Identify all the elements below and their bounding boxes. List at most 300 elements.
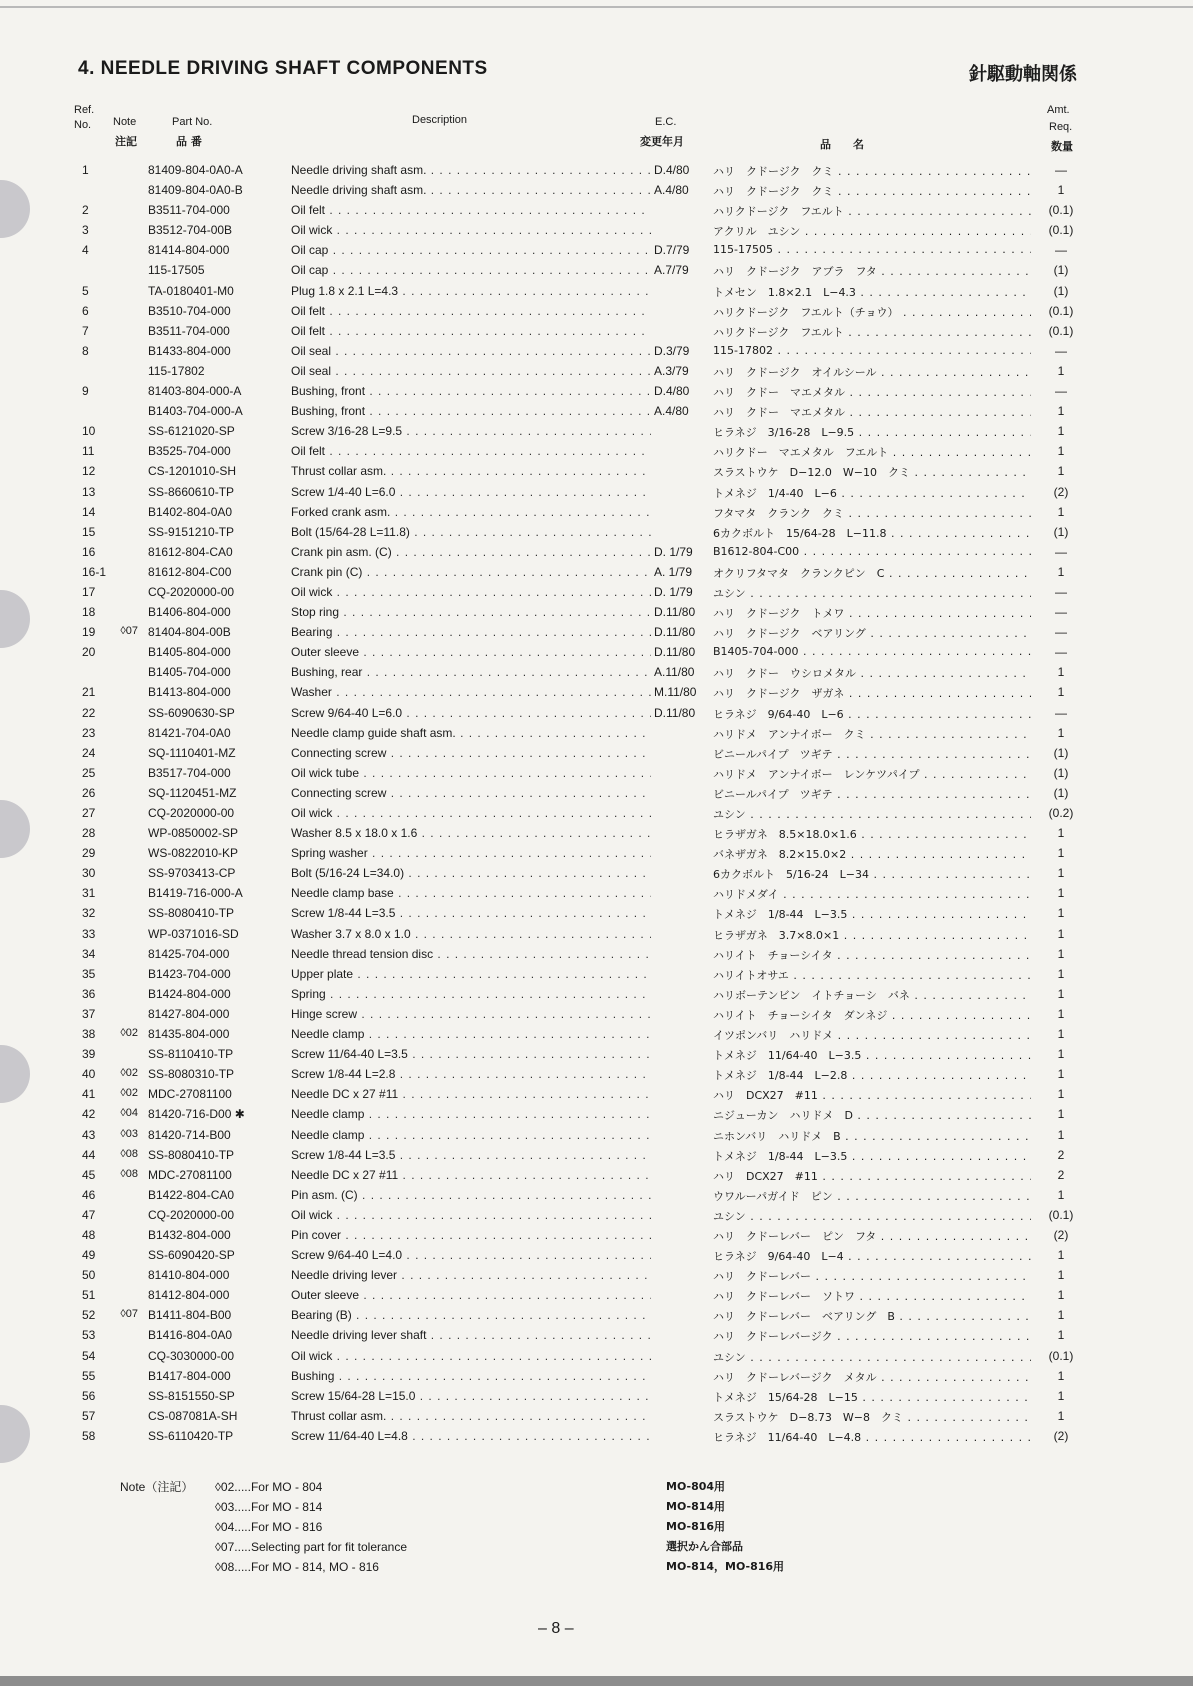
name-jp: 115-17505 . . . — [713, 243, 1031, 256]
ref-number: 37 — [82, 1006, 96, 1021]
note-marker: ◊03 — [120, 1127, 138, 1140]
amount-required: (1) — [1053, 524, 1069, 539]
description: Bolt (5/16-24 L=34.0) . . . — [291, 866, 651, 880]
amount-required: 1 — [1057, 363, 1065, 378]
ref-number: 46 — [82, 1187, 96, 1202]
part-number: B3510-704-000 — [148, 303, 231, 318]
ref-number: 25 — [82, 765, 96, 780]
part-number: CS-087081A-SH — [148, 1408, 238, 1423]
table-row — [0, 803, 1193, 823]
amount-required: 1 — [1057, 725, 1065, 740]
ref-number: 15 — [82, 524, 96, 539]
note-marker: ◊08 — [120, 1147, 138, 1160]
part-number: CQ-3030000-00 — [148, 1348, 235, 1363]
amount-required: — — [1055, 343, 1067, 358]
description: Oil felt . . . — [291, 304, 651, 318]
name-jp: ハリ クドージク クミ . . . — [713, 183, 1031, 199]
table-row — [0, 1185, 1193, 1205]
note-marker: ◊08 — [120, 1167, 138, 1180]
ec-date: D.11/80 — [654, 645, 696, 660]
ref-number: 20 — [82, 645, 96, 660]
amount-required: 1 — [1057, 1268, 1065, 1283]
table-row — [0, 482, 1193, 502]
name-jp: ビニールパイプ ツギテ . . . — [713, 746, 1031, 762]
table-row — [0, 984, 1193, 1004]
name-jp: ニホンバリ ハリドメ B . . . — [713, 1128, 1031, 1144]
table-row — [0, 1245, 1193, 1265]
note-item-jp: MO-816用 — [666, 1520, 726, 1533]
amount-required: — — [1055, 243, 1067, 258]
ref-number: 55 — [82, 1368, 96, 1383]
part-number: 81410-804-000 — [148, 1268, 230, 1283]
amount-required: 1 — [1057, 424, 1065, 439]
description: Bushing, rear . . . — [291, 665, 651, 679]
note-item-jp: 選択かん合部品 — [666, 1540, 743, 1553]
table-row — [0, 441, 1193, 461]
amount-required: 2 — [1057, 1167, 1065, 1182]
table-row — [0, 1044, 1193, 1064]
part-number: SS-6090420-SP — [148, 1248, 235, 1263]
part-number: 81425-704-000 — [148, 946, 230, 961]
name-jp: ハリイト チョーシイタ ダンネジ . . . — [713, 1007, 1031, 1023]
part-number: MDC-27081100 — [148, 1167, 232, 1182]
amount-required: 1 — [1057, 1047, 1065, 1062]
part-number: SS-9151210-TP — [148, 524, 235, 539]
description: Screw 1/8-44 L=3.5 . . . — [291, 1148, 651, 1162]
name-jp: ヒラネジ 3/16-28 L−9.5 . . . — [713, 424, 1031, 440]
amount-required: (1) — [1053, 283, 1069, 298]
bottom-edge-band — [0, 1676, 1193, 1686]
table-row — [0, 1225, 1193, 1245]
table-row — [0, 562, 1193, 582]
ref-number: 5 — [82, 283, 89, 298]
amount-required: (0.1) — [1048, 303, 1074, 318]
name-jp: ハリ DCX27 #11 . . . — [713, 1168, 1031, 1184]
table-row — [0, 1285, 1193, 1305]
part-number: SS-9703413-CP — [148, 866, 236, 881]
table-row — [0, 401, 1193, 421]
amount-required: 1 — [1057, 564, 1065, 579]
amount-required: (2) — [1053, 1428, 1069, 1443]
table-row — [0, 421, 1193, 441]
name-jp: ハリ クドージク クミ . . . — [713, 163, 1031, 179]
amount-required: (0.1) — [1048, 1207, 1074, 1222]
ref-number: 1 — [82, 163, 89, 177]
name-jp: ハリ クドージク オイルシール . . . — [713, 364, 1031, 380]
description: Bushing . . . — [291, 1369, 651, 1383]
amount-required: 1 — [1057, 183, 1065, 198]
amount-required: — — [1055, 645, 1067, 660]
description: Screw 1/8-44 L=3.5 . . . — [291, 906, 651, 920]
part-number: SS-8080410-TP — [148, 1147, 235, 1162]
part-number: 81420-716-D00 ✱ — [148, 1107, 245, 1122]
table-row — [0, 1265, 1193, 1285]
part-number: SS-6110420-TP — [148, 1428, 234, 1443]
part-number: B1417-804-000 — [148, 1368, 231, 1383]
name-jp: フタマタ クランク クミ . . . — [713, 505, 1031, 521]
name-jp: オクリフタマタ クランクピン C . . . — [713, 565, 1031, 581]
ref-number: 33 — [82, 926, 96, 941]
part-number: 81612-804-C00 — [148, 564, 232, 579]
ec-date: D.3/79 — [654, 343, 690, 358]
amount-required: 1 — [1057, 504, 1065, 519]
name-jp: トメネジ 1/8-44 L−3.5 . . . — [713, 1148, 1031, 1164]
description: Connecting screw . . . — [291, 786, 651, 800]
part-number: MDC-27081100 — [148, 1087, 232, 1102]
note-item-jp: MO-814，MO-816用 — [666, 1560, 785, 1573]
ec-date: D.11/80 — [654, 705, 696, 720]
table-row — [0, 1205, 1193, 1225]
table-row — [0, 743, 1193, 763]
table-row — [0, 260, 1193, 280]
name-jp: ハリ クドーレバー ピン フタ . . . — [713, 1228, 1031, 1244]
description: Oil wick . . . — [291, 1349, 651, 1363]
ref-number: 36 — [82, 986, 96, 1001]
table-row — [0, 944, 1193, 964]
ref-number: 11 — [82, 444, 95, 459]
name-jp: トメネジ 1/4-40 L−6 . . . — [713, 485, 1031, 501]
part-number: B3517-704-000 — [148, 765, 231, 780]
description: Spring . . . — [291, 987, 651, 1001]
amount-required: 1 — [1057, 685, 1065, 700]
ref-number: 57 — [82, 1408, 96, 1423]
amount-required: — — [1055, 544, 1067, 559]
name-jp: ハリボーテンビン イトチョーシ バネ . . . — [713, 987, 1031, 1003]
ref-number: 22 — [82, 705, 96, 720]
ref-number: 2 — [82, 203, 89, 218]
ref-number: 31 — [82, 886, 96, 901]
description: Needle clamp . . . — [291, 1128, 651, 1142]
name-jp: バネザガネ 8.2×15.0×2 . . . — [713, 846, 1031, 862]
amount-required: (1) — [1053, 745, 1069, 760]
part-number: SQ-1120451-MZ — [148, 785, 237, 800]
part-number: SS-8660610-TP — [148, 484, 235, 499]
ec-date: D. 1/79 — [654, 584, 693, 599]
ref-number: 45 — [82, 1167, 96, 1182]
amount-required: 1 — [1057, 1127, 1065, 1142]
amount-required: 1 — [1057, 1388, 1065, 1403]
part-number: CS-1201010-SH — [148, 464, 237, 479]
amount-required: 1 — [1057, 1288, 1065, 1303]
part-number: B1432-804-000 — [148, 1227, 231, 1242]
parts-table — [0, 160, 1193, 1446]
ec-date: A.4/80 — [654, 404, 689, 419]
note-item: ◊04.....For MO - 816 — [215, 1520, 323, 1534]
part-number: 81409-804-0A0-B — [148, 183, 243, 198]
description: Screw 11/64-40 L=3.5 . . . — [291, 1047, 651, 1061]
part-number: B3512-704-00B — [148, 223, 233, 238]
description: Screw 1/8-44 L=2.8 . . . — [291, 1067, 651, 1081]
header-amt-jp: 数量 — [1051, 140, 1073, 153]
table-row — [0, 703, 1193, 723]
amount-required: (0.1) — [1048, 223, 1074, 238]
amount-required: 1 — [1057, 1368, 1065, 1383]
part-number: B3511-704-000 — [148, 323, 230, 338]
header-no: No. — [74, 119, 92, 131]
table-row — [0, 1145, 1193, 1165]
name-jp: ハリドメ アンナイボー クミ . . . — [713, 726, 1031, 742]
part-number: B1422-804-CA0 — [148, 1187, 235, 1202]
amount-required: 1 — [1057, 866, 1065, 881]
name-jp: トメセン 1.8×2.1 L−4.3 . . . — [713, 284, 1031, 300]
amount-required: 1 — [1057, 1107, 1065, 1122]
table-row — [0, 582, 1193, 602]
ref-number: 4 — [82, 243, 89, 258]
ref-number: 18 — [82, 605, 96, 620]
name-jp: 115-17802 . . . — [713, 344, 1031, 357]
part-number: 81412-804-000 — [148, 1288, 230, 1303]
amount-required: (1) — [1053, 263, 1069, 278]
ref-number: 56 — [82, 1388, 96, 1403]
part-number: 81420-714-B00 — [148, 1127, 231, 1142]
amount-required: 1 — [1057, 1006, 1065, 1021]
amount-required: 2 — [1057, 1147, 1065, 1162]
header-note-jp: 注記 — [115, 135, 137, 148]
part-number: B1405-804-000 — [148, 645, 231, 660]
ref-number: 28 — [82, 826, 96, 841]
description: Oil cap . . . — [291, 263, 651, 277]
note-item: ◊02.....For MO - 804 — [215, 1480, 323, 1494]
description: Needle clamp . . . — [291, 1027, 651, 1041]
part-number: B1419-716-000-A — [148, 886, 243, 901]
amount-required: 1 — [1057, 1248, 1065, 1263]
name-jp: ハリ クドー マエメタル . . . — [713, 384, 1031, 400]
ref-number: 8 — [82, 343, 89, 358]
ref-number: 3 — [82, 223, 89, 238]
name-jp: ヒラネジ 9/64-40 L−4 . . . — [713, 1248, 1031, 1264]
ref-number: 13 — [82, 484, 96, 499]
description: Screw 9/64-40 L=4.0 . . . — [291, 1248, 651, 1262]
ref-number: 19 — [82, 625, 96, 640]
table-row — [0, 622, 1193, 642]
part-number: CQ-2020000-00 — [148, 584, 235, 599]
header-ec-jp: 変更年月 — [640, 135, 684, 148]
ref-number: 44 — [82, 1147, 96, 1162]
ref-number: 42 — [82, 1107, 96, 1122]
name-jp: スラストウケ D−8.73 W−8 クミ . . . — [713, 1409, 1031, 1425]
description: Needle clamp guide shaft asm. . . . — [291, 726, 651, 740]
description: Thrust collar asm. . . . — [291, 1409, 651, 1423]
ref-number: 16 — [82, 544, 96, 559]
description: Pin asm. (C) . . . — [291, 1188, 651, 1202]
table-row — [0, 341, 1193, 361]
description: Needle clamp base . . . — [291, 886, 651, 900]
part-number: 81404-804-00B — [148, 625, 231, 640]
ref-number: 12 — [82, 464, 96, 479]
amount-required: 1 — [1057, 886, 1065, 901]
table-row — [0, 1325, 1193, 1345]
table-row — [0, 542, 1193, 562]
name-jp: ヒラザガネ 8.5×18.0×1.6 . . . — [713, 826, 1031, 842]
ec-date: D.4/80 — [654, 163, 690, 177]
amount-required: (0.2) — [1048, 806, 1074, 820]
part-number: 115-17802 — [148, 363, 205, 378]
name-jp: ハリクドージク フエルト（チョウ） . . . — [713, 304, 1031, 320]
table-row — [0, 964, 1193, 984]
name-jp: トメネジ 1/8-44 L−2.8 . . . — [713, 1067, 1031, 1083]
ref-number: 7 — [82, 323, 89, 338]
name-jp: トメネジ 1/8-44 L−3.5 . . . — [713, 906, 1031, 922]
ref-number: 38 — [82, 1027, 96, 1042]
name-jp: ユシン . . . — [713, 1208, 1031, 1224]
part-number: SS-8151550-SP — [148, 1388, 235, 1403]
table-row — [0, 602, 1193, 622]
ec-date: A.11/80 — [654, 665, 695, 680]
description: Washer . . . — [291, 685, 651, 699]
ref-number: 21 — [82, 685, 96, 700]
part-number: B1423-704-000 — [148, 966, 231, 981]
description: Oil wick . . . — [291, 223, 651, 237]
ref-number: 10 — [82, 424, 96, 439]
name-jp: ヒラザガネ 3.7×8.0×1 . . . — [713, 927, 1031, 943]
name-jp: 6カクボルト 5/16-24 L−34 . . . — [713, 866, 1031, 882]
description: Needle driving shaft asm. . . . — [291, 183, 651, 197]
amount-required: (0.1) — [1048, 1348, 1074, 1363]
name-jp: ハリ クドージク ベアリング . . . — [713, 625, 1031, 641]
description: Plug 1.8 x 2.1 L=4.3 . . . — [291, 284, 651, 298]
description: Oil seal . . . — [291, 364, 651, 378]
name-jp: ハリイト チョーシイタ . . . — [713, 947, 1031, 963]
description: Connecting screw . . . — [291, 746, 651, 760]
header-ec: E.C. — [655, 116, 677, 128]
part-number: B3511-704-000 — [148, 203, 230, 218]
amount-required: (2) — [1053, 1227, 1069, 1242]
ref-number: 47 — [82, 1207, 96, 1222]
name-jp: ハリ クドーレバー ソトワ . . . — [713, 1288, 1031, 1304]
page-number: – 8 – — [538, 1620, 574, 1637]
name-jp: ハリ クドージク アブラ フタ . . . — [713, 263, 1031, 279]
description: Oil seal . . . — [291, 344, 651, 358]
table-row — [0, 1024, 1193, 1044]
table-row — [0, 1165, 1193, 1185]
name-jp: ウワルーパガイド ピン . . . — [713, 1188, 1031, 1204]
name-jp: ハリ クドージク トメワ . . . — [713, 605, 1031, 621]
description: Screw 15/64-28 L=15.0 . . . — [291, 1389, 651, 1403]
amount-required: 1 — [1057, 966, 1065, 981]
amount-required: — — [1055, 584, 1067, 599]
amount-required: 1 — [1057, 464, 1065, 479]
header-note: Note — [113, 116, 137, 128]
header-ref: Ref. — [74, 104, 95, 116]
description: Hinge screw . . . — [291, 1007, 651, 1021]
part-number: B1424-804-000 — [148, 986, 231, 1001]
part-number: B1433-804-000 — [148, 343, 231, 358]
description: Screw 11/64-40 L=4.8 . . . — [291, 1429, 651, 1443]
name-jp: ハリ DCX27 #11 . . . — [713, 1087, 1031, 1103]
description: Oil felt . . . — [291, 324, 651, 338]
ref-number: 39 — [82, 1047, 96, 1062]
name-jp: ヒラネジ 9/64-40 L−6 . . . — [713, 706, 1031, 722]
table-row — [0, 1386, 1193, 1406]
description: Bushing, front . . . — [291, 384, 651, 398]
note-item-jp: MO-814用 — [666, 1500, 726, 1513]
table-row — [0, 1084, 1193, 1104]
description: Bearing . . . — [291, 625, 651, 639]
ref-number: 29 — [82, 846, 96, 861]
amount-required: 1 — [1057, 926, 1065, 941]
description: Washer 3.7 x 8.0 x 1.0 . . . — [291, 927, 651, 941]
description: Needle DC x 27 #11 . . . — [291, 1087, 651, 1101]
name-jp: ハリ クドー ウシロメタル . . . — [713, 665, 1031, 681]
amount-required: (2) — [1053, 484, 1069, 499]
table-row — [0, 1406, 1193, 1426]
amount-required: 1 — [1057, 404, 1065, 419]
part-number: 81403-804-000-A — [148, 384, 242, 399]
ref-number: 17 — [82, 584, 96, 599]
table-row — [0, 1305, 1193, 1325]
part-number: TA-0180401-M0 — [148, 283, 234, 298]
table-row — [0, 863, 1193, 883]
description: Outer sleeve . . . — [291, 645, 651, 659]
part-number: B1413-804-000 — [148, 685, 231, 700]
note-marker: ◊04 — [120, 1107, 138, 1120]
part-number: SS-6090630-SP — [148, 705, 235, 720]
description: Needle driving lever shaft . . . — [291, 1328, 651, 1342]
table-row — [0, 1125, 1193, 1145]
description: Oil cap . . . — [291, 243, 651, 257]
note-marker: ◊07 — [120, 1308, 138, 1321]
ref-number: 27 — [82, 806, 96, 820]
part-number: 81421-704-0A0 — [148, 725, 231, 740]
description: Oil wick . . . — [291, 585, 651, 599]
ref-number: 40 — [82, 1067, 96, 1082]
ec-date: D. 1/79 — [654, 544, 693, 559]
ref-number: 43 — [82, 1127, 96, 1142]
table-row — [0, 843, 1193, 863]
ref-number: 48 — [82, 1227, 96, 1242]
part-number: SS-8080410-TP — [148, 906, 235, 921]
amount-required: 1 — [1057, 826, 1065, 841]
part-number: SQ-1110401-MZ — [148, 745, 236, 760]
part-number: 115-17505 — [148, 263, 205, 278]
ref-number: 49 — [82, 1248, 96, 1263]
table-row — [0, 461, 1193, 481]
name-jp: 6カクボルト 15/64-28 L−11.8 . . . — [713, 525, 1031, 541]
name-jp: ハリクドージク フエルト . . . — [713, 324, 1031, 340]
note-item-jp: MO-804用 — [666, 1480, 726, 1493]
amount-required: (0.1) — [1048, 203, 1074, 218]
table-row — [0, 301, 1193, 321]
part-number: SS-6121020-SP — [148, 424, 235, 439]
description: Oil wick tube . . . — [291, 766, 651, 780]
part-number: WS-0822010-KP — [148, 846, 239, 861]
ec-date: D.4/80 — [654, 384, 690, 399]
name-jp: ハリイトオサエ . . . — [713, 967, 1031, 983]
name-jp: トメネジ 15/64-28 L−15 . . . — [713, 1389, 1031, 1405]
part-number: CQ-2020000-00 — [148, 806, 235, 820]
amount-required: 1 — [1057, 1087, 1065, 1102]
table-row — [0, 682, 1193, 702]
header-req: Req. — [1049, 121, 1073, 133]
amount-required: (0.1) — [1048, 323, 1074, 338]
table-row — [0, 1064, 1193, 1084]
description: Needle driving lever . . . — [291, 1268, 651, 1282]
name-jp: ハリクドー マエメタル フエルト . . . — [713, 444, 1031, 460]
description: Outer sleeve . . . — [291, 1288, 651, 1302]
description: Needle driving shaft asm. . . . — [291, 163, 651, 177]
amount-required: 1 — [1057, 1027, 1065, 1042]
description: Screw 3/16-28 L=9.5 . . . — [291, 424, 651, 438]
description: Stop ring . . . — [291, 605, 651, 619]
name-jp: ハリドメ アンナイボー レンケツパイプ . . . — [713, 766, 1031, 782]
table-row — [0, 522, 1193, 542]
ec-date: D.11/80 — [654, 605, 696, 620]
ec-date: D.11/80 — [654, 625, 696, 640]
table-row — [0, 180, 1193, 200]
part-number: WP-0371016-SD — [148, 926, 239, 941]
name-jp: ヒラネジ 11/64-40 L−4.8 . . . — [713, 1429, 1031, 1445]
ec-date: D.7/79 — [654, 243, 690, 258]
